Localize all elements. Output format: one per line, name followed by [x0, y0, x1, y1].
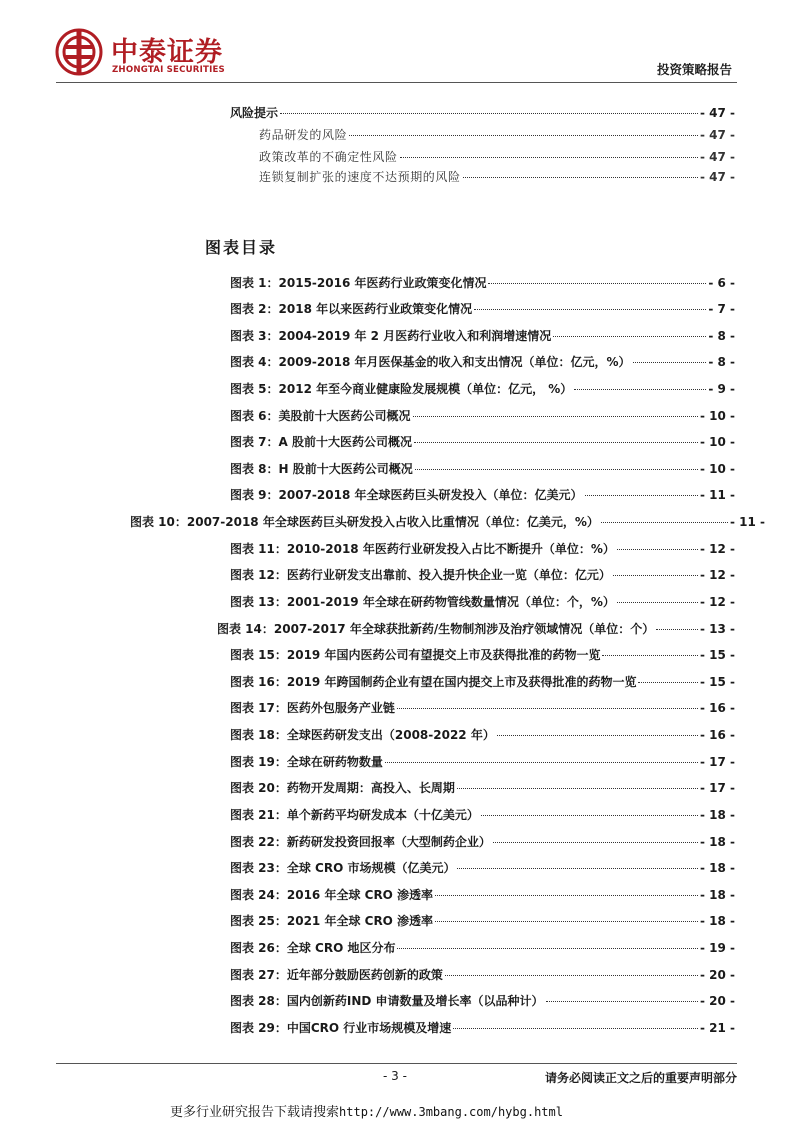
figure-entry[interactable] [230, 939, 735, 956]
toc-leader-dots [457, 788, 698, 789]
promo-text: 更多行业研究报告下载请搜索 [170, 1105, 340, 1120]
figure-entry-page: - 12 - [699, 595, 735, 609]
toc-leader-dots [453, 1028, 698, 1029]
figure-entry[interactable] [230, 806, 735, 823]
figure-entry[interactable] [230, 699, 735, 716]
figure-entry-page: - 17 - [699, 755, 735, 769]
figure-entry-title: 图表 14：2007-2017 年全球获批新药/生物制剂涉及治疗领域情况（单位：个） [217, 622, 655, 636]
toc-leader-dots [602, 655, 698, 656]
toc-entry-title: 风险提示 [230, 106, 279, 120]
figure-entry-title: 图表 26：全球 CRO 地区分布 [230, 941, 396, 955]
figure-entry-page: - 12 - [699, 542, 735, 556]
toc-entry-sub[interactable] [259, 168, 735, 185]
figure-entry-page: - 6 - [708, 276, 735, 290]
toc-leader-dots [488, 283, 706, 284]
toc-leader-dots [445, 975, 698, 976]
figure-entry[interactable] [230, 779, 735, 796]
promo-line [170, 1101, 563, 1120]
figure-entry[interactable] [230, 673, 735, 690]
figure-entry-title: 图表 7：A 股前十大医药公司概况 [230, 435, 412, 449]
toc-entry-page: - 47 - [699, 150, 735, 164]
figure-entry-page: - 12 - [699, 568, 735, 582]
figure-entry-title: 图表 3：2004-2019 年 2 月医药行业收入和利润增速情况 [230, 329, 552, 343]
toc-leader-dots [385, 762, 698, 763]
toc-leader-dots [617, 602, 698, 603]
toc-leader-dots [397, 708, 698, 709]
figure-entry-page: - 21 - [699, 1021, 735, 1035]
figure-entry[interactable] [230, 407, 735, 424]
toc-leader-dots [585, 495, 698, 496]
toc-leader-dots [617, 549, 698, 550]
toc-leader-dots [457, 868, 698, 869]
toc-leader-dots [413, 416, 698, 417]
toc-entry-title: 药品研发的风险 [259, 128, 348, 142]
figure-entry-page: - 15 - [699, 675, 735, 689]
figure-entry[interactable] [230, 859, 735, 876]
figure-entry-page: - 18 - [699, 861, 735, 875]
toc-leader-dots [400, 157, 698, 158]
promo-link[interactable]: http://www.3mbang.com/hybg.html [339, 1105, 563, 1119]
toc-entry-sub[interactable] [259, 126, 735, 143]
figure-entry-page: - 18 - [699, 835, 735, 849]
toc-leader-dots [656, 629, 698, 630]
figure-entry-title: 图表 28：国内创新药IND 申请数量及增长率（以品种计） [230, 994, 544, 1008]
figure-entry-title: 图表 20：药物开发周期：高投入、长周期 [230, 781, 455, 795]
page-number: - 3 - [383, 1069, 407, 1083]
toc-leader-dots [280, 113, 698, 114]
footer-divider [56, 1063, 737, 1064]
figure-entry[interactable] [230, 646, 735, 663]
figure-entry-page: - 20 - [699, 994, 735, 1008]
toc-leader-dots [493, 842, 698, 843]
figure-entry-title: 图表 21：单个新药平均研发成本（十亿美元） [230, 808, 479, 822]
figure-entry-page: - 17 - [699, 781, 735, 795]
figure-entry-page: - 8 - [708, 355, 735, 369]
figure-entry-title: 图表 22：新药研发投资回报率（大型制药企业） [230, 835, 491, 849]
figure-entry-title: 图表 5：2012 年至今商业健康险发展规模（单位：亿元， %） [230, 382, 573, 396]
logo-chinese-name: 中泰证券 [111, 37, 223, 68]
figures-section-title: 图表目录 [205, 238, 278, 257]
figure-entry[interactable] [230, 274, 735, 291]
toc-entry-risk[interactable] [230, 104, 735, 121]
figure-entry-title: 图表 11：2010-2018 年医药行业研发投入占比不断提升（单位：%） [230, 542, 615, 556]
figure-entry[interactable] [230, 593, 735, 610]
figure-entry-title: 图表 23：全球 CRO 市场规模（亿美元） [230, 861, 456, 875]
toc-leader-dots [463, 177, 698, 178]
figure-entry[interactable] [130, 513, 765, 530]
figure-entry[interactable] [230, 886, 735, 903]
figure-entry-page: - 18 - [699, 888, 735, 902]
figure-entry[interactable] [230, 566, 735, 583]
figure-entry[interactable] [230, 460, 735, 477]
toc-leader-dots [497, 735, 698, 736]
figure-entry[interactable] [230, 753, 735, 770]
figure-entry-page: - 18 - [699, 808, 735, 822]
toc-leader-dots [397, 948, 698, 949]
figure-entry-page: - 19 - [699, 941, 735, 955]
toc-leader-dots [601, 522, 728, 523]
company-logo [55, 28, 255, 78]
figure-entry-title: 图表 19：全球在研药物数量 [230, 755, 383, 769]
toc-leader-dots [474, 309, 706, 310]
logo-english-name: ZHONGTAI SECURITIES [112, 65, 225, 75]
zhongtai-logo-icon [55, 28, 103, 76]
toc-leader-dots [435, 895, 698, 896]
toc-entry-title: 政策改革的不确定性风险 [259, 150, 398, 164]
figure-entry-title: 图表 16：2019 年跨国制药企业有望在国内提交上市及获得批准的药物一览 [230, 675, 637, 689]
figure-entry-page: - 20 - [699, 968, 735, 982]
figure-entry[interactable] [230, 726, 735, 743]
figure-entry[interactable] [230, 433, 735, 450]
figure-entry-title: 图表 25：2021 年全球 CRO 渗透率 [230, 914, 434, 928]
figure-entry-page: - 16 - [699, 728, 735, 742]
figure-entry-page: - 16 - [699, 701, 735, 715]
figure-entry-title: 图表 4：2009-2018 年月医保基金的收入和支出情况（单位：亿元，%） [230, 355, 631, 369]
figure-entry-page: - 7 - [708, 302, 735, 316]
figure-entry-page: - 11 - [729, 515, 765, 529]
figure-entry-page: - 15 - [699, 648, 735, 662]
figure-entry-page: - 10 - [699, 462, 735, 476]
figure-entry[interactable] [230, 327, 735, 344]
figure-entry-page: - 10 - [699, 409, 735, 423]
disclaimer-note: 请务必阅读正文之后的重要声明部分 [544, 1071, 737, 1085]
toc-entry-page: - 47 - [699, 128, 735, 142]
figure-entry-title: 图表 6：美股前十大医药公司概况 [230, 409, 411, 423]
toc-leader-dots [613, 575, 698, 576]
toc-leader-dots [349, 135, 698, 136]
toc-leader-dots [481, 815, 698, 816]
figure-entry-page: - 9 - [708, 382, 735, 396]
figure-entry-title: 图表 29：中国CRO 行业市场规模及增速 [230, 1021, 452, 1035]
figure-entry-page: - 11 - [699, 488, 735, 502]
toc-leader-dots [415, 469, 698, 470]
figure-entry[interactable] [230, 1019, 735, 1036]
figure-entry[interactable] [230, 992, 735, 1009]
figure-entry-title: 图表 8：H 股前十大医药公司概况 [230, 462, 413, 476]
report-type-label: 投资策略报告 [656, 62, 732, 77]
toc-leader-dots [553, 336, 706, 337]
toc-entry-page: - 47 - [699, 106, 735, 120]
figure-entry-page: - 8 - [708, 329, 735, 343]
figure-entry[interactable] [230, 300, 735, 317]
toc-leader-dots [435, 921, 698, 922]
header-divider [56, 82, 737, 83]
toc-entry-page: - 47 - [699, 170, 735, 184]
figure-entry-page: - 18 - [699, 914, 735, 928]
toc-entry-title: 连锁复制扩张的速度不达预期的风险 [259, 170, 461, 184]
figure-entry-title: 图表 2：2018 年以来医药行业政策变化情况 [230, 302, 473, 316]
figure-entry-page: - 10 - [699, 435, 735, 449]
figure-entry[interactable] [230, 540, 735, 557]
toc-leader-dots [546, 1001, 698, 1002]
figure-entry-title: 图表 17：医药外包服务产业链 [230, 701, 395, 715]
figure-entry-title: 图表 18：全球医药研发支出（2008-2022 年） [230, 728, 495, 742]
figure-entry-title: 图表 24：2016 年全球 CRO 渗透率 [230, 888, 434, 902]
toc-leader-dots [574, 389, 706, 390]
figure-entry[interactable] [230, 966, 735, 983]
figure-entry[interactable] [230, 380, 735, 397]
toc-leader-dots [638, 682, 698, 683]
toc-leader-dots [633, 362, 707, 363]
figure-entry-title: 图表 1：2015-2016 年医药行业政策变化情况 [230, 276, 487, 290]
figure-entry-title: 图表 12：医药行业研发支出靠前、投入提升快企业一览（单位：亿元） [230, 568, 611, 582]
figure-entry-page: - 13 - [699, 622, 735, 636]
figure-entry[interactable] [230, 833, 735, 850]
figure-entry[interactable] [230, 486, 735, 503]
figure-entry-title: 图表 9：2007-2018 年全球医药巨头研发投入（单位：亿美元） [230, 488, 583, 502]
toc-leader-dots [414, 442, 698, 443]
figure-entry-title: 图表 10：2007-2018 年全球医药巨头研发投入占收入比重情况（单位：亿美元，%） [130, 515, 599, 529]
figure-entry-title: 图表 27：近年部分鼓励医药创新的政策 [230, 968, 443, 982]
figure-entry-title: 图表 13：2001-2019 年全球在研药物管线数量情况（单位：个，%） [230, 595, 615, 609]
figure-entry-title: 图表 15：2019 年国内医药公司有望提交上市及获得批准的药物一览 [230, 648, 601, 662]
toc-entry-sub[interactable] [259, 148, 735, 165]
figure-entry[interactable] [230, 912, 735, 929]
figure-entry[interactable] [217, 620, 735, 637]
figure-entry[interactable] [230, 353, 735, 370]
